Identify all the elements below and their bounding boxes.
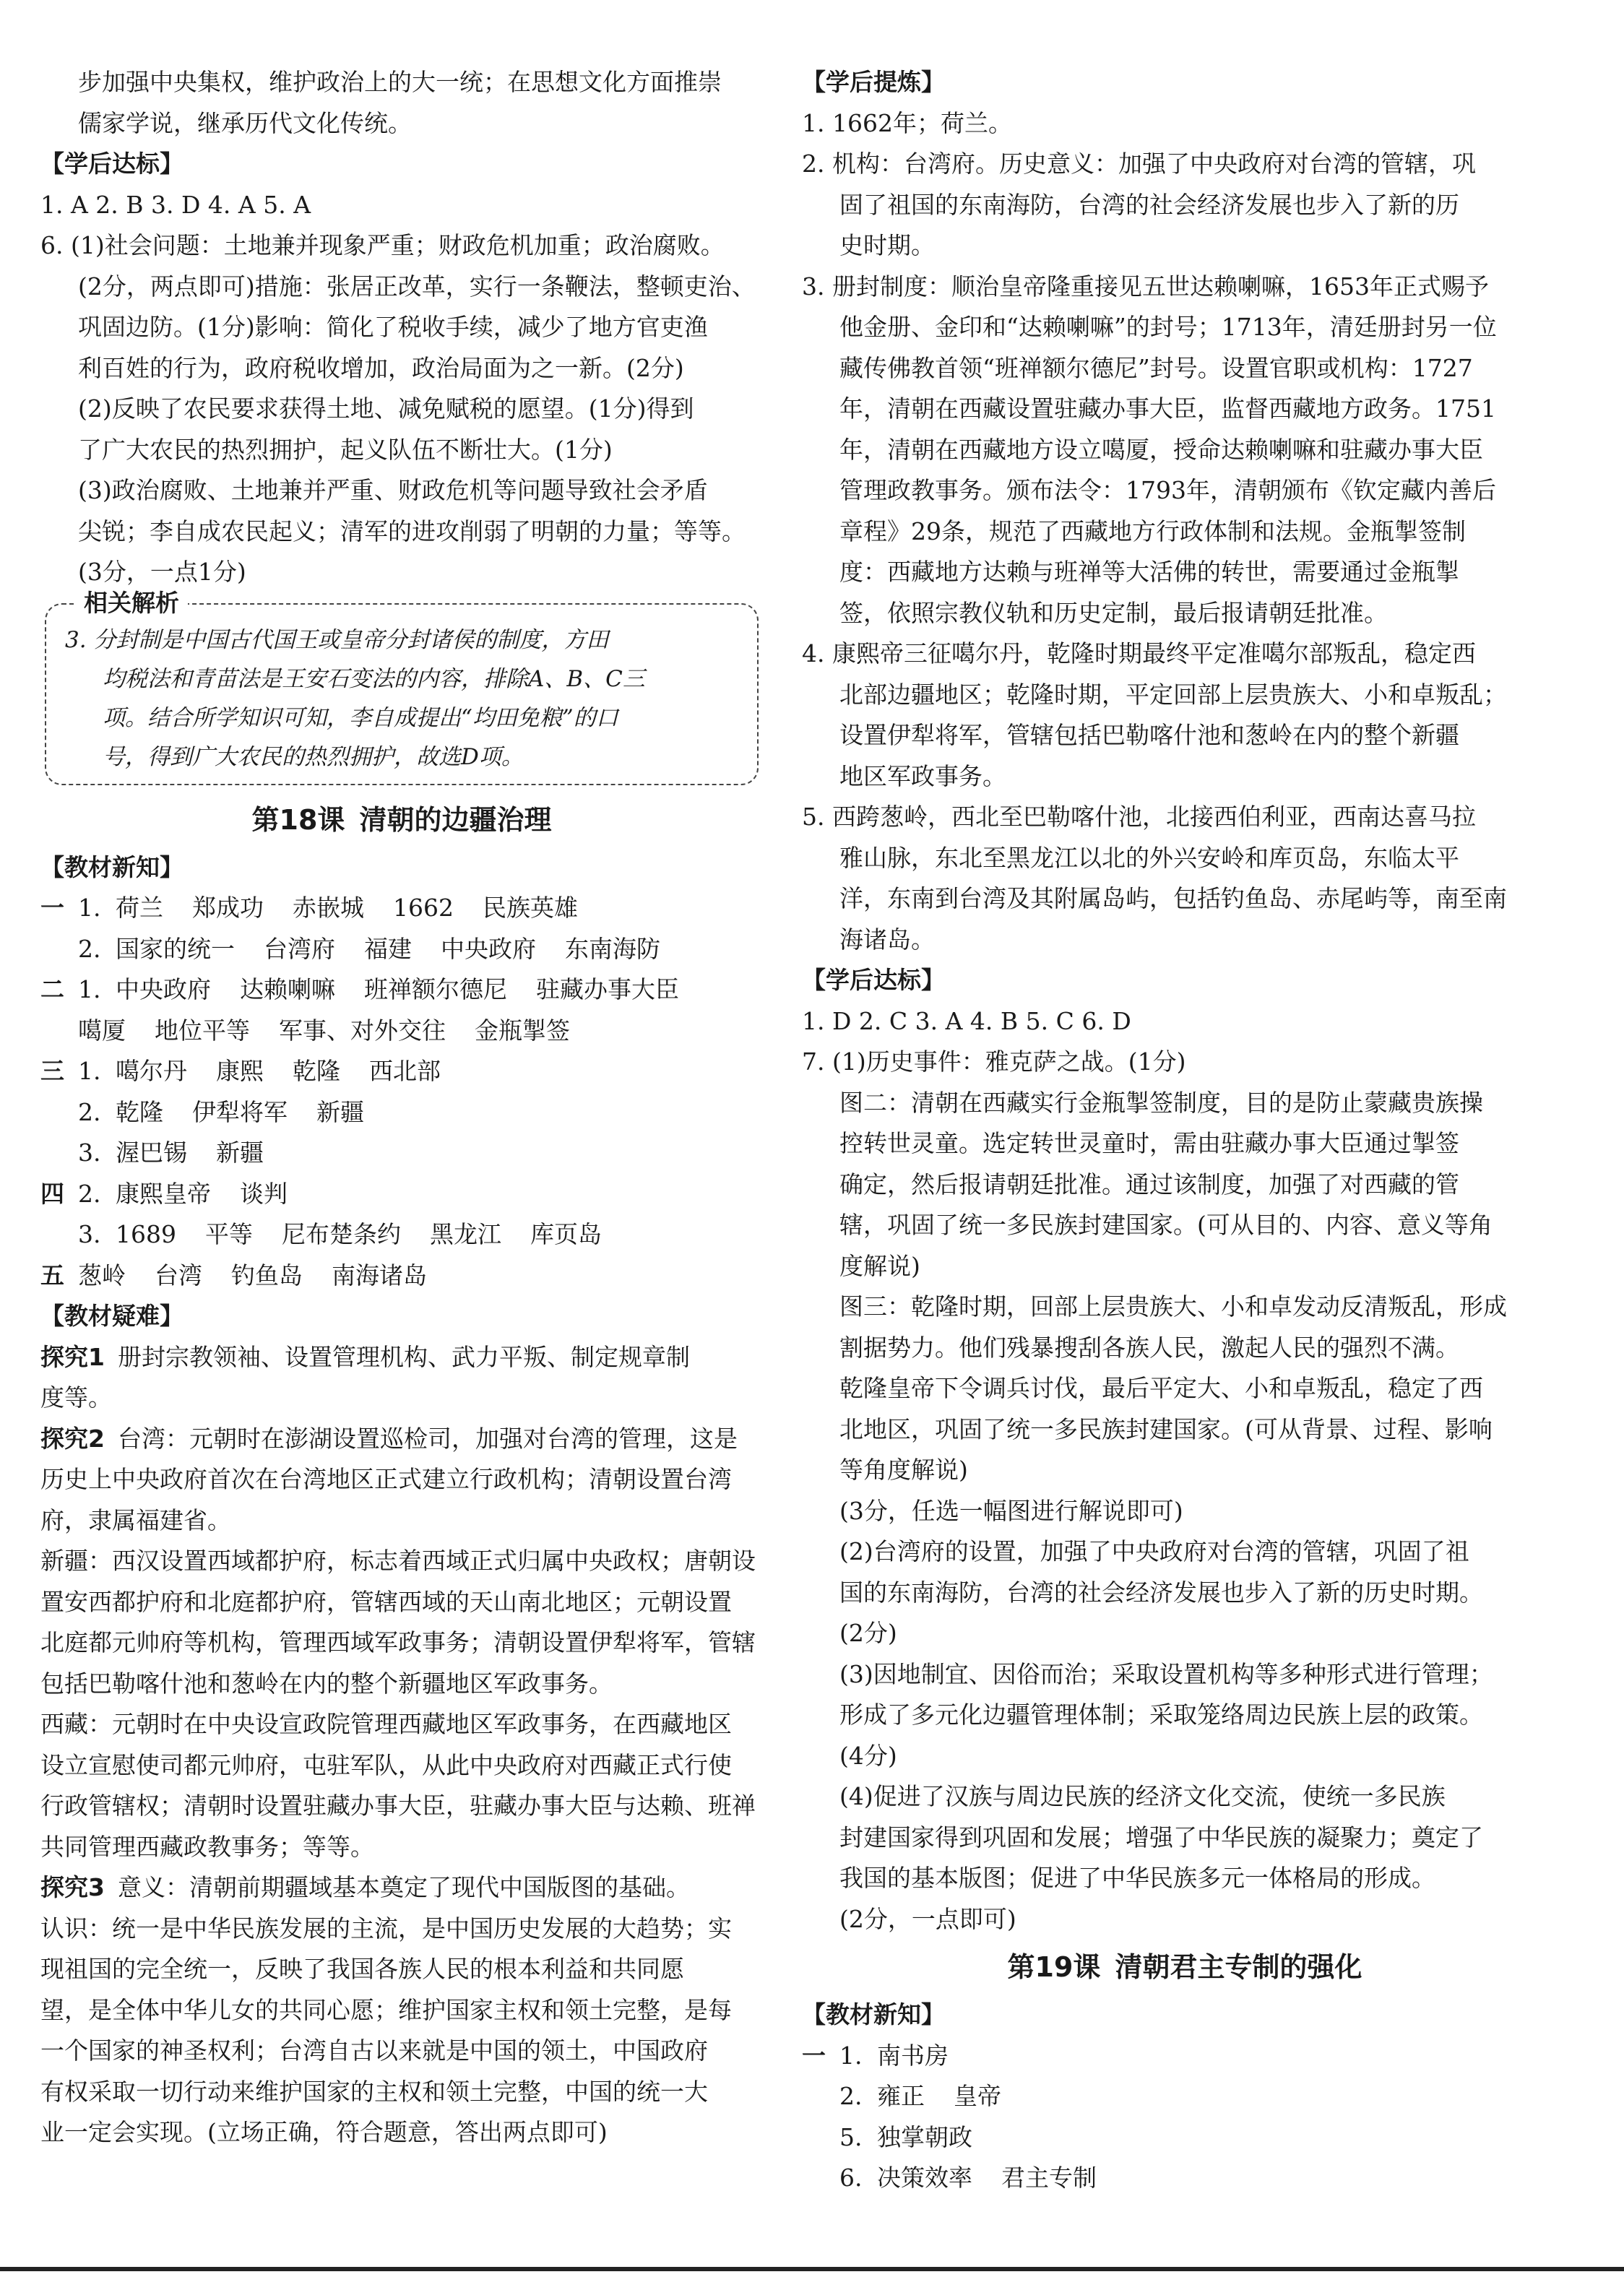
lesson-18-title <box>40 792 763 847</box>
xinzhi-row <box>40 1051 763 1092</box>
answer-item: 达赖喇嘛 <box>240 975 335 1003</box>
q6-answer-line: 了广大农民的热烈拥护，起义队伍不断壮大。(1分) <box>78 435 613 464</box>
item-number: 3. <box>78 1220 101 1248</box>
tanjiu-text: 北庭都元帅府等机构，管理西域军政事务；清朝设置伊犁将军，管辖 <box>40 1628 756 1656</box>
item-number: 6. <box>839 2164 863 2192</box>
tanjiu-text: 行政管辖权；清朝时设置驻藏办事大臣，驻藏办事大臣与达赖、班禅 <box>40 1792 756 1820</box>
tanjiu-tag: 探究3 <box>40 1873 105 1901</box>
answer-item: 南海诸岛 <box>332 1261 427 1289</box>
lesson-number: 第19课 <box>1007 1951 1101 1983</box>
answer-item: 国家的统一 <box>116 934 235 963</box>
answer-item: 台湾府 <box>264 934 335 963</box>
xinzhi19-row <box>802 2036 1568 2077</box>
q6-answer-line: (2分，两点即可)措施：张居正改革，实行一条鞭法，整顿吏治、 <box>78 272 756 301</box>
section-heading-jiaocai-yinan: 【教材疑难】 <box>40 1302 183 1330</box>
group-label: 五 <box>40 1261 64 1289</box>
tilian-line: 章程》29条，规范了西藏地方行政体制和法规。金瓶掣签制 <box>839 517 1466 545</box>
answer-item: 西北部 <box>369 1057 441 1085</box>
tanjiu-text: 设立宣慰使司都元帅府，屯驻军队，从此中央政府对西藏正式行使 <box>40 1750 732 1779</box>
answer-item: 南书房 <box>877 2041 949 2070</box>
q7-answer-line: 控转世灵童。选定转世灵童时，需由驻藏办事大臣通过掣签 <box>839 1129 1459 1157</box>
q7-answer-line: (3分，任选一幅图进行解说即可) <box>839 1496 1183 1525</box>
answer-item: 康熙皇帝 <box>116 1179 211 1208</box>
item-number: 3. <box>78 1138 101 1167</box>
q7-answer-line: 国的东南海防，台湾的社会经济发展也步入了新的历史时期。 <box>839 1578 1483 1607</box>
tilian-line: 度：西藏地方达赖与班禅等大活佛的转世，需要通过金瓶掣 <box>839 558 1459 586</box>
answer-item: 独掌朝政 <box>877 2122 972 2151</box>
tilian-line: 洋，东南到台湾及其附属岛屿，包括钓鱼岛、赤尾屿等，南至南 <box>839 884 1507 912</box>
analysis-title: 相关解析 <box>75 586 188 621</box>
tanjiu-text: 包括巴勒喀什池和葱岭在内的整个新疆地区军政事务。 <box>40 1669 613 1698</box>
answer-items <box>116 935 660 963</box>
q7-answer-line: 度解说) <box>839 1251 920 1280</box>
answer-items <box>78 1016 570 1045</box>
lesson-number: 第18课 <box>251 803 345 836</box>
q6-answer-line: (2)反映了农民要求获得土地、减免赋税的愿望。(1分)得到 <box>78 394 694 423</box>
group-label: 三 <box>40 1057 64 1085</box>
item-number: 2. <box>78 1097 101 1126</box>
tilian-line: 5. 西跨葱岭，西北至巴勒喀什池，北接西伯利亚，西南达喜马拉 <box>802 803 1476 831</box>
tanjiu1-line <box>40 1378 763 1419</box>
answer-items <box>877 2082 1001 2110</box>
answer-items <box>116 1057 441 1085</box>
answer-item: 中央政府 <box>116 975 211 1003</box>
tilian-line: 1. 1662年；荷兰。 <box>802 108 1012 137</box>
tilian-line: 固了祖国的东南海防，台湾的社会经济发展也步入了新的历 <box>839 190 1459 219</box>
section-heading-jiaocai-xinzhi: 【教材新知】 <box>40 852 183 881</box>
q7-answer-line: (4分) <box>839 1741 897 1770</box>
lesson-name: 清朝的边疆治理 <box>359 803 552 836</box>
q7-answer-line: 等角度解说) <box>839 1456 968 1484</box>
tilian-line: 管理政教事务。颁布法令：1793年，清朝颁布《钦定藏内善后 <box>839 476 1496 504</box>
group-label: 二 <box>40 975 64 1003</box>
answer-item: 新疆 <box>216 1138 264 1167</box>
tilian-line: 地区军政事务。 <box>839 761 1006 790</box>
answer-item: 金瓶掣签 <box>475 1016 570 1045</box>
q6-answer-line: 6. (1)社会问题：土地兼并现象严重；财政危机加重；政治腐败。 <box>40 231 725 259</box>
tanjiu-text: 置安西都护府和北庭都护府，管辖西域的天山南北地区；元朝设置 <box>40 1587 732 1616</box>
q6-answer-line: 尖锐；李自成农民起义；清军的进攻削弱了明朝的力量；等等。 <box>78 517 746 545</box>
tanjiu2-line <box>40 1786 763 1827</box>
xinzhi19-row <box>802 2158 1568 2199</box>
answer-item: 东南海防 <box>565 934 660 963</box>
tanjiu3-line <box>40 1990 763 2031</box>
answer-item: 福建 <box>364 934 412 963</box>
tilian-line: 年，清朝在西藏地方设立噶厦，授命达赖喇嘛和驻藏办事大臣 <box>839 435 1483 464</box>
tilian-line: 2. 机构：台湾府。历史意义：加强了中央政府对台湾的管辖，巩 <box>802 150 1476 178</box>
answer-item: 君主专制 <box>1001 2164 1097 2192</box>
answer-items <box>78 1261 427 1289</box>
xinzhi-row <box>40 1256 763 1297</box>
tanjiu3-line <box>40 2031 763 2072</box>
tanjiu2-line <box>40 1664 763 1705</box>
answer-item: 乾隆 <box>116 1097 163 1126</box>
answer-item: 葱岭 <box>78 1261 126 1289</box>
answer-item: 乾隆 <box>293 1057 340 1085</box>
tanjiu3-line <box>40 2072 763 2113</box>
xinzhi-row <box>40 1092 763 1133</box>
tanjiu-text: 意义：清朝前期疆域基本奠定了现代中国版图的基础。 <box>117 1873 690 1901</box>
tilian-line: 雅山脉，东北至黑龙江以北的外兴安岭和库页岛，东临太平 <box>839 843 1459 872</box>
answer-item: 雍正 <box>877 2082 925 2110</box>
tanjiu2-line <box>40 1745 763 1786</box>
q7-answer-line: (4)促进了汉族与周边民族的经济文化交流，使统一多民族 <box>839 1782 1446 1810</box>
xinzhi-row <box>40 929 763 970</box>
answer-item: 渥巴锡 <box>116 1138 187 1167</box>
xinzhi-row <box>40 1011 763 1052</box>
tanjiu-tag: 探究2 <box>40 1424 105 1453</box>
group-label: 四 <box>40 1179 64 1208</box>
q7-answer-line: 确定，然后报请朝廷批准。通过该制度，加强了对西藏的管 <box>839 1170 1459 1198</box>
answer-item: 荷兰 <box>116 894 163 922</box>
item-number: 5. <box>839 2122 863 2151</box>
tanjiu3-line <box>40 1909 763 1950</box>
answer-item: 军事、对外交往 <box>279 1016 446 1045</box>
tanjiu-text: 望，是全体中华儿女的共同心愿；维护国家主权和领土完整，是每 <box>40 1995 732 2024</box>
answer-item: 1662 <box>393 894 454 922</box>
answer-item: 决策效率 <box>877 2164 972 2192</box>
tanjiu2-line <box>40 1541 763 1582</box>
answer-items <box>116 1220 602 1248</box>
item-number: 1. <box>839 2041 863 2070</box>
answer-items <box>116 1098 364 1126</box>
q7-answer-line: (2)台湾府的设置，加强了中央政府对台湾的管辖，巩固了祖 <box>839 1537 1469 1565</box>
intro-line: 步加强中央集权，维护政治上的大一统；在思想文化方面推崇 <box>78 68 722 96</box>
answer-items <box>877 2041 949 2070</box>
q7-answer-line: (2分，一点即可) <box>839 1904 1016 1933</box>
q7-answer-line: 乾隆皇帝下令调兵讨伐，最后平定大、小和卓叛乱，稳定了西 <box>839 1374 1483 1402</box>
q6-answer-line: (3)政治腐败、土地兼并严重、财政危机等问题导致社会矛盾 <box>78 476 708 504</box>
xinzhi-row <box>40 888 763 929</box>
answer-item: 新疆 <box>316 1097 364 1126</box>
tanjiu-text: 业一定会实现。(立场正确，符合题意，答出两点即可) <box>40 2118 608 2146</box>
answer-item: 驻藏办事大臣 <box>536 975 679 1003</box>
related-analysis-box <box>45 588 759 785</box>
answer-items <box>116 1138 264 1167</box>
section-heading-jiaocai-xinzhi: 【教材新知】 <box>802 2000 945 2028</box>
tanjiu2-line <box>40 1582 763 1623</box>
tanjiu3-line <box>40 2112 763 2153</box>
answer-item: 民族英雄 <box>482 894 578 922</box>
tanjiu2-line <box>40 1827 763 1868</box>
tanjiu2-line <box>40 1623 763 1664</box>
tanjiu-tag: 探究1 <box>40 1342 105 1371</box>
q6-answer-line: 巩固边防。(1分)影响：简化了税收手续，减少了地方官吏渔 <box>78 313 708 341</box>
left-column <box>40 62 763 2153</box>
q7-answer-line: 图三：乾隆时期，回部上层贵族大、小和卓发动反清叛乱，形成 <box>839 1292 1507 1321</box>
tilian-line: 北部边疆地区；乾隆时期，平定回部上层贵族大、小和卓叛乱； <box>839 680 1507 709</box>
answer-items <box>116 894 578 922</box>
answer-key-line: 1. D 2. C 3. A 4. B 5. C 6. D <box>802 1006 1131 1035</box>
tanjiu-text: 一个国家的神圣权利；台湾自古以来就是中国的领土，中国政府 <box>40 2036 708 2065</box>
answer-item: 中央政府 <box>441 934 536 963</box>
tilian-line: 签，依照宗教仪轨和历史定制，最后报请朝廷批准。 <box>839 598 1388 627</box>
item-number: 2. <box>78 1179 101 1208</box>
q7-answer-line: 北地区，巩固了统一多民族封建国家。(可从背景、过程、影响 <box>839 1414 1493 1443</box>
answer-item: 郑成功 <box>192 894 264 922</box>
item-number: 1. <box>78 894 101 922</box>
tanjiu-text: 现祖国的完全统一，反映了我国各族人民的根本利益和共同愿 <box>40 1955 684 1983</box>
answer-item: 班禅额尔德尼 <box>364 975 507 1003</box>
answer-items <box>877 2123 972 2151</box>
tanjiu3-line <box>40 1867 763 1909</box>
q7-answer-line: (2分) <box>839 1619 897 1647</box>
tanjiu-text: 册封宗教领袖、设置管理机构、武力平叛、制定规章制 <box>117 1342 690 1371</box>
item-number: 2. <box>78 934 101 963</box>
answer-item: 台湾 <box>155 1261 202 1289</box>
xinzhi-row <box>40 969 763 1011</box>
right-column <box>802 62 1568 2199</box>
answer-item: 平等 <box>204 1220 253 1248</box>
section-heading-xuehou-dabiao: 【学后达标】 <box>802 966 945 994</box>
page-bottom-rule <box>0 2267 1624 2271</box>
tanjiu2-line <box>40 1459 763 1500</box>
tanjiu-text: 度等。 <box>40 1383 112 1412</box>
tanjiu2-line <box>40 1500 763 1542</box>
tanjiu-text: 府，隶属福建省。 <box>40 1505 231 1534</box>
lesson-19-title <box>802 1940 1568 1995</box>
analysis-line: 项。结合所学知识可知，李自成提出“均田免粮”的口 <box>103 704 618 731</box>
analysis-line: 3. 分封制是中国古代国王或皇帝分封诸侯的制度，方田 <box>65 626 609 653</box>
q7-answer-line: 图二：清朝在西藏实行金瓶掣签制度，目的是防止蒙藏贵族操 <box>839 1088 1483 1117</box>
tanjiu-text: 西藏：元朝时在中央设宣政院管理西藏地区军政事务，在西藏地区 <box>40 1710 732 1738</box>
xinzhi-row <box>40 1133 763 1174</box>
answer-items <box>116 1180 288 1208</box>
section-heading-xuehou-dabiao: 【学后达标】 <box>40 150 183 178</box>
answer-item: 噶厦 <box>78 1016 126 1045</box>
answer-item: 1689 <box>116 1220 176 1248</box>
q7-answer-line: 割据势力。他们残暴搜刮各族人民，激起人民的强烈不满。 <box>839 1333 1459 1362</box>
group-label: 一 <box>40 894 64 922</box>
item-number: 1. <box>78 975 101 1003</box>
q6-answer-line: 利百姓的行为，政府税收增加，政治局面为之一新。(2分) <box>78 353 684 382</box>
item-number: 2. <box>839 2082 863 2110</box>
tanjiu2-line <box>40 1419 763 1460</box>
tanjiu-text: 有权采取一切行动来维护国家的主权和领土完整，中国的统一大 <box>40 2077 708 2106</box>
tilian-line: 他金册、金印和“达赖喇嘛”的封号；1713年，清廷册封另一位 <box>839 313 1497 341</box>
intro-line: 儒家学说，继承历代文化传统。 <box>78 108 412 137</box>
answer-item: 伊犁将军 <box>192 1097 288 1126</box>
tanjiu-text: 共同管理西藏政教事务；等等。 <box>40 1832 374 1861</box>
tilian-line: 藏传佛教首领“班禅额尔德尼”封号。设置官职或机构：1727 <box>839 353 1473 382</box>
q7-answer-line: (3)因地制宜、因俗而治；采取设置机构等多种形式进行管理； <box>839 1659 1493 1688</box>
group-label: 一 <box>802 2041 826 2070</box>
xinzhi19-row <box>802 2076 1568 2117</box>
q7-answer-line: 7. (1)历史事件：雅克萨之战。(1分) <box>802 1047 1186 1076</box>
tilian-line: 设置伊犁将军，管辖包括巴勒喀什池和葱岭在内的整个新疆 <box>839 721 1459 749</box>
xinzhi19-row <box>802 2117 1568 2159</box>
tanjiu-text: 台湾：元朝时在澎湖设置巡检司，加强对台湾的管理，这是 <box>117 1424 738 1453</box>
tanjiu-text: 历史上中央政府首次在台湾地区正式建立行政机构；清朝设置台湾 <box>40 1465 732 1493</box>
lesson-name: 清朝君主专制的强化 <box>1115 1951 1362 1983</box>
answer-items <box>116 975 679 1003</box>
tanjiu2-line <box>40 1704 763 1745</box>
xinzhi-row <box>40 1174 763 1215</box>
tanjiu1-line <box>40 1337 763 1378</box>
answer-item: 黑龙江 <box>429 1220 501 1248</box>
tilian-line: 海诸岛。 <box>839 925 935 954</box>
tanjiu3-line <box>40 1949 763 1990</box>
answer-item: 康熙 <box>216 1057 264 1085</box>
answer-item: 谈判 <box>240 1179 288 1208</box>
tilian-line: 4. 康熙帝三征噶尔丹，乾隆时期最终平定准噶尔部叛乱，稳定西 <box>802 639 1476 667</box>
tilian-line: 史时期。 <box>839 231 935 259</box>
q6-answer-line: (3分，一点1分) <box>78 558 246 586</box>
xinzhi-row <box>40 1214 763 1256</box>
q7-answer-line: 形成了多元化边疆管理体制；采取笼络周边民族上层的政策。 <box>839 1701 1483 1729</box>
item-number: 1. <box>78 1057 101 1085</box>
answer-key-line: 1. A 2. B 3. D 4. A 5. A <box>40 190 311 219</box>
answer-items <box>877 2164 1097 2192</box>
analysis-line: 号，得到广大农民的热烈拥护，故选D项。 <box>103 743 524 770</box>
answer-item: 尼布楚条约 <box>281 1220 401 1248</box>
q7-answer-line: 辖，巩固了统一多民族封建国家。(可从目的、内容、意义等角 <box>839 1211 1493 1239</box>
answer-item: 地位平等 <box>155 1016 250 1045</box>
analysis-line: 均税法和青苗法是王安石变法的内容，排除A、B、C三 <box>103 665 645 692</box>
answer-item: 钓鱼岛 <box>231 1261 303 1289</box>
answer-item: 噶尔丹 <box>116 1057 187 1085</box>
answer-item: 皇帝 <box>954 2082 1001 2110</box>
tanjiu-text: 认识：统一是中华民族发展的主流，是中国历史发展的大趋势；实 <box>40 1914 732 1943</box>
tilian-line: 年，清朝在西藏设置驻藏办事大臣，监督西藏地方政务。1751 <box>839 394 1496 423</box>
q7-answer-line: 我国的基本版图；促进了中华民族多元一体格局的形成。 <box>839 1864 1435 1892</box>
tanjiu-text: 新疆：西汉设置西域都护府，标志着西域正式归属中央政权；唐朝设 <box>40 1547 756 1575</box>
answer-item: 赤嵌城 <box>293 894 364 922</box>
q7-answer-line: 封建国家得到巩固和发展；增强了中华民族的凝聚力；奠定了 <box>839 1823 1483 1852</box>
answer-item: 库页岛 <box>530 1220 602 1248</box>
tilian-line: 3. 册封制度：顺治皇帝隆重接见五世达赖喇嘛，1653年正式赐予 <box>802 272 1489 301</box>
section-heading-xuehou-tilian: 【学后提炼】 <box>802 68 945 96</box>
